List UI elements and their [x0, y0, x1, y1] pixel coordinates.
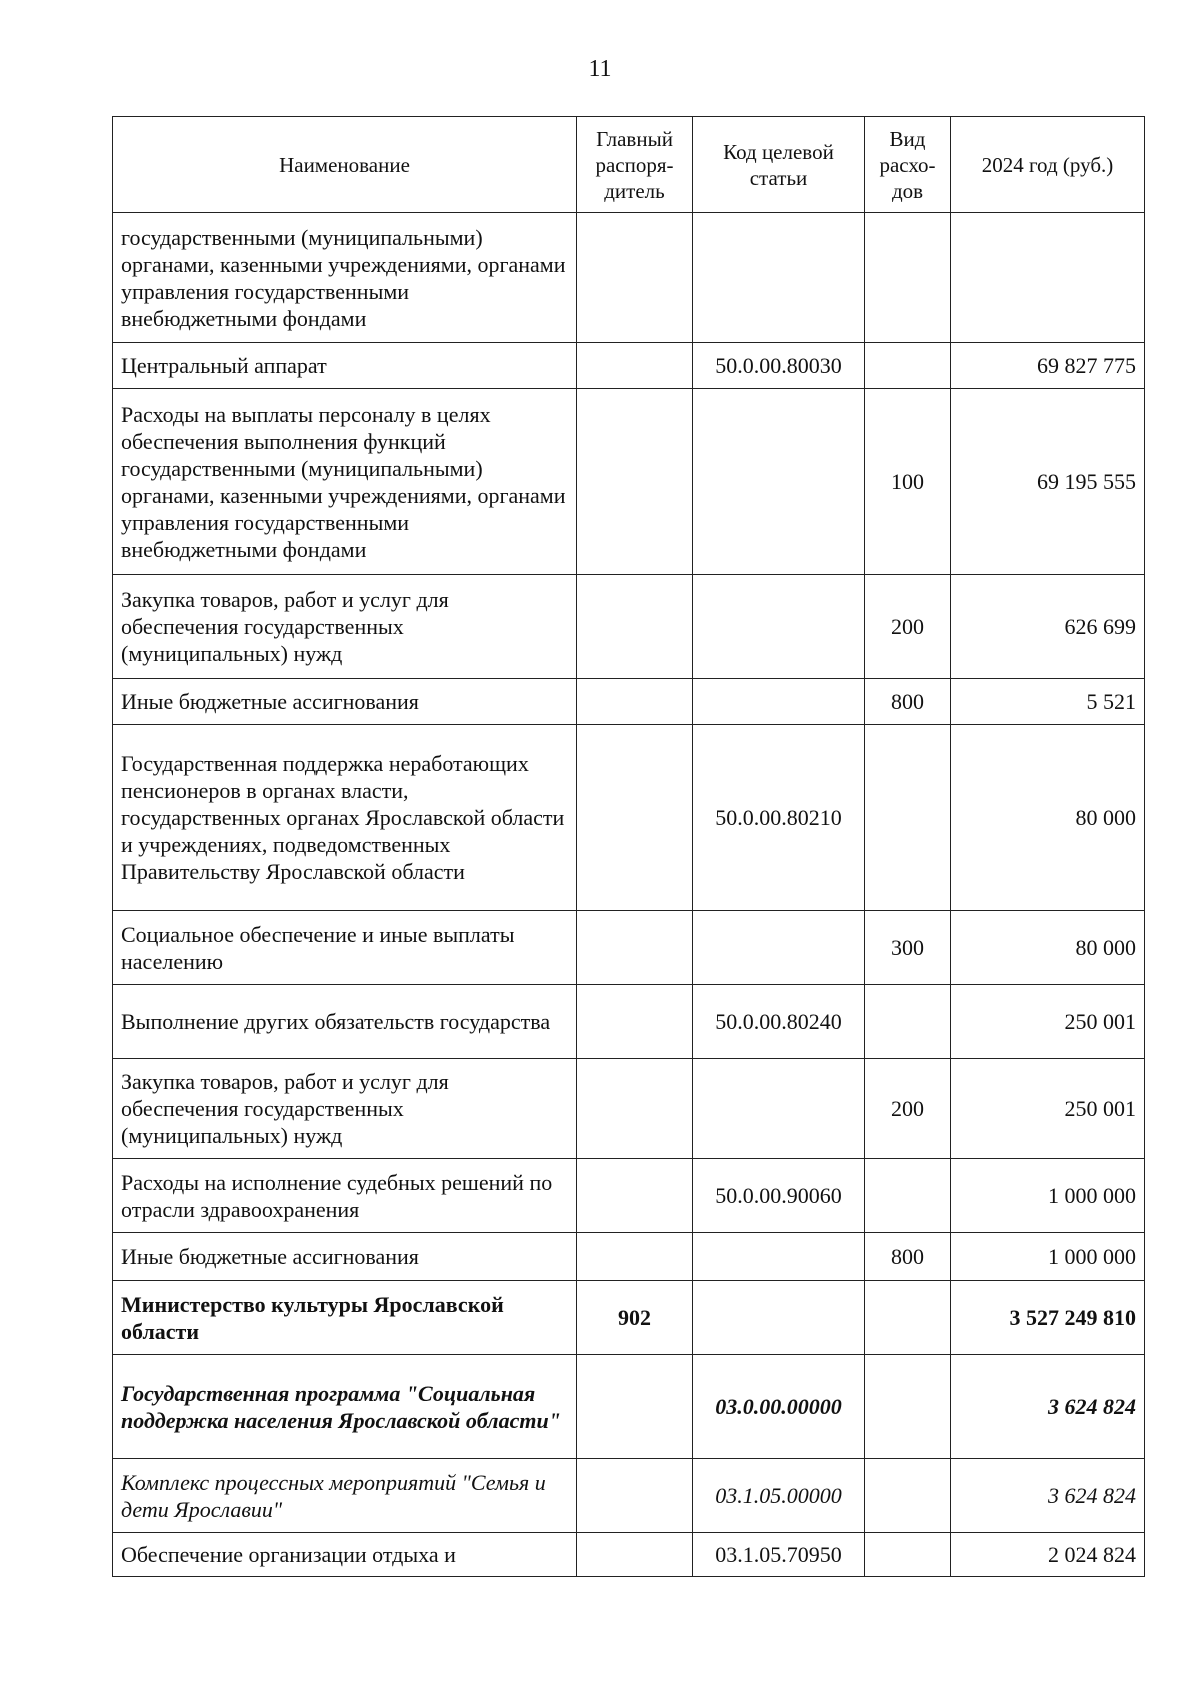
row-target-code: 50.0.00.80210 — [693, 725, 865, 911]
budget-table — [112, 116, 1145, 1577]
row-chief-manager — [577, 1355, 693, 1459]
table-row — [113, 1233, 1145, 1281]
header-target-code: Код целевой статьи — [693, 117, 865, 213]
row-expense-type: 800 — [865, 679, 951, 725]
row-target-code: 50.0.00.80240 — [693, 985, 865, 1059]
table-row — [113, 725, 1145, 911]
row-amount: 1 000 000 — [951, 1233, 1145, 1281]
row-expense-type: 200 — [865, 1059, 951, 1159]
row-target-code — [693, 389, 865, 575]
row-target-code — [693, 679, 865, 725]
table-row — [113, 213, 1145, 343]
table-row — [113, 1059, 1145, 1159]
header-chief-manager: Главный распоря-дитель — [577, 117, 693, 213]
row-amount: 2 024 824 — [951, 1533, 1145, 1577]
page-number: 11 — [588, 56, 612, 82]
table-row — [113, 343, 1145, 389]
table-row — [113, 1459, 1145, 1533]
row-chief-manager — [577, 575, 693, 679]
row-expense-type — [865, 1459, 951, 1533]
header-name: Наименование — [113, 117, 577, 213]
table-row — [113, 1281, 1145, 1355]
row-expense-type: 800 — [865, 1233, 951, 1281]
row-expense-type: 100 — [865, 389, 951, 575]
row-target-code: 50.0.00.90060 — [693, 1159, 865, 1233]
row-amount: 250 001 — [951, 1059, 1145, 1159]
row-expense-type — [865, 1281, 951, 1355]
row-name: Расходы на исполнение судебных решений по отрасли здравоохранения — [113, 1159, 577, 1233]
table-row — [113, 1355, 1145, 1459]
row-amount: 3 624 824 — [951, 1355, 1145, 1459]
row-expense-type: 300 — [865, 911, 951, 985]
row-chief-manager — [577, 343, 693, 389]
row-amount: 80 000 — [951, 725, 1145, 911]
row-target-code: 50.0.00.80030 — [693, 343, 865, 389]
row-expense-type — [865, 725, 951, 911]
row-name: Министерство культуры Ярославской области — [113, 1281, 577, 1355]
table-row — [113, 985, 1145, 1059]
row-amount: 3 527 249 810 — [951, 1281, 1145, 1355]
table-row — [113, 679, 1145, 725]
row-chief-manager — [577, 213, 693, 343]
table-row — [113, 389, 1145, 575]
header-year-2024: 2024 год (руб.) — [951, 117, 1145, 213]
row-chief-manager — [577, 1159, 693, 1233]
row-target-code — [693, 213, 865, 343]
table-row — [113, 911, 1145, 985]
row-amount: 69 827 775 — [951, 343, 1145, 389]
row-expense-type — [865, 1159, 951, 1233]
row-chief-manager — [577, 725, 693, 911]
row-chief-manager — [577, 1459, 693, 1533]
row-name: Закупка товаров, работ и услуг для обеспечения государственных (муниципальных) нужд — [113, 575, 577, 679]
row-amount: 5 521 — [951, 679, 1145, 725]
row-name: Обеспечение организации отдыха и — [113, 1533, 577, 1577]
row-name: Закупка товаров, работ и услуг для обеспечения государственных (муниципальных) нужд — [113, 1059, 577, 1159]
row-name: Социальное обеспечение и иные выплаты населению — [113, 911, 577, 985]
row-name: Иные бюджетные ассигнования — [113, 679, 577, 725]
table-header-row — [113, 117, 1145, 213]
row-expense-type — [865, 985, 951, 1059]
row-name: Комплекс процессных мероприятий "Семья и дети Ярославии" — [113, 1459, 577, 1533]
row-target-code: 03.1.05.00000 — [693, 1459, 865, 1533]
row-target-code — [693, 575, 865, 679]
row-expense-type — [865, 213, 951, 343]
row-name: Государственная программа "Социальная поддержка населения Ярославской области" — [113, 1355, 577, 1459]
table-row — [113, 1533, 1145, 1577]
row-target-code — [693, 911, 865, 985]
row-amount: 3 624 824 — [951, 1459, 1145, 1533]
row-target-code: 03.1.05.70950 — [693, 1533, 865, 1577]
row-amount: 1 000 000 — [951, 1159, 1145, 1233]
row-chief-manager — [577, 1233, 693, 1281]
row-amount: 69 195 555 — [951, 389, 1145, 575]
row-expense-type — [865, 343, 951, 389]
table-row — [113, 575, 1145, 679]
row-chief-manager — [577, 679, 693, 725]
row-chief-manager: 902 — [577, 1281, 693, 1355]
header-expense-type: Вид расхо-дов — [865, 117, 951, 213]
row-target-code — [693, 1233, 865, 1281]
row-amount: 626 699 — [951, 575, 1145, 679]
row-expense-type: 200 — [865, 575, 951, 679]
row-chief-manager — [577, 1059, 693, 1159]
row-amount — [951, 213, 1145, 343]
row-amount: 80 000 — [951, 911, 1145, 985]
row-name: Иные бюджетные ассигнования — [113, 1233, 577, 1281]
row-amount: 250 001 — [951, 985, 1145, 1059]
row-expense-type — [865, 1533, 951, 1577]
row-expense-type — [865, 1355, 951, 1459]
row-chief-manager — [577, 985, 693, 1059]
row-chief-manager — [577, 1533, 693, 1577]
row-target-code: 03.0.00.00000 — [693, 1355, 865, 1459]
row-name: Центральный аппарат — [113, 343, 577, 389]
row-name: Государственная поддержка неработающих пенсионеров в органах власти, государственных органах Ярославской области и учреждениях, подведомственных Правительству Ярославской области — [113, 725, 577, 911]
row-target-code — [693, 1059, 865, 1159]
row-name: Выполнение других обязательств государства — [113, 985, 577, 1059]
row-name: государственными (муниципальными) органами, казенными учреждениями, органами управления государственными внебюджетными фондами — [113, 213, 577, 343]
row-name: Расходы на выплаты персоналу в целях обеспечения выполнения функций государственными (муниципальными) органами, казенными учреждениями, органами управления государственными внебюджетными фондами — [113, 389, 577, 575]
row-target-code — [693, 1281, 865, 1355]
row-chief-manager — [577, 389, 693, 575]
row-chief-manager — [577, 911, 693, 985]
table-row — [113, 1159, 1145, 1233]
